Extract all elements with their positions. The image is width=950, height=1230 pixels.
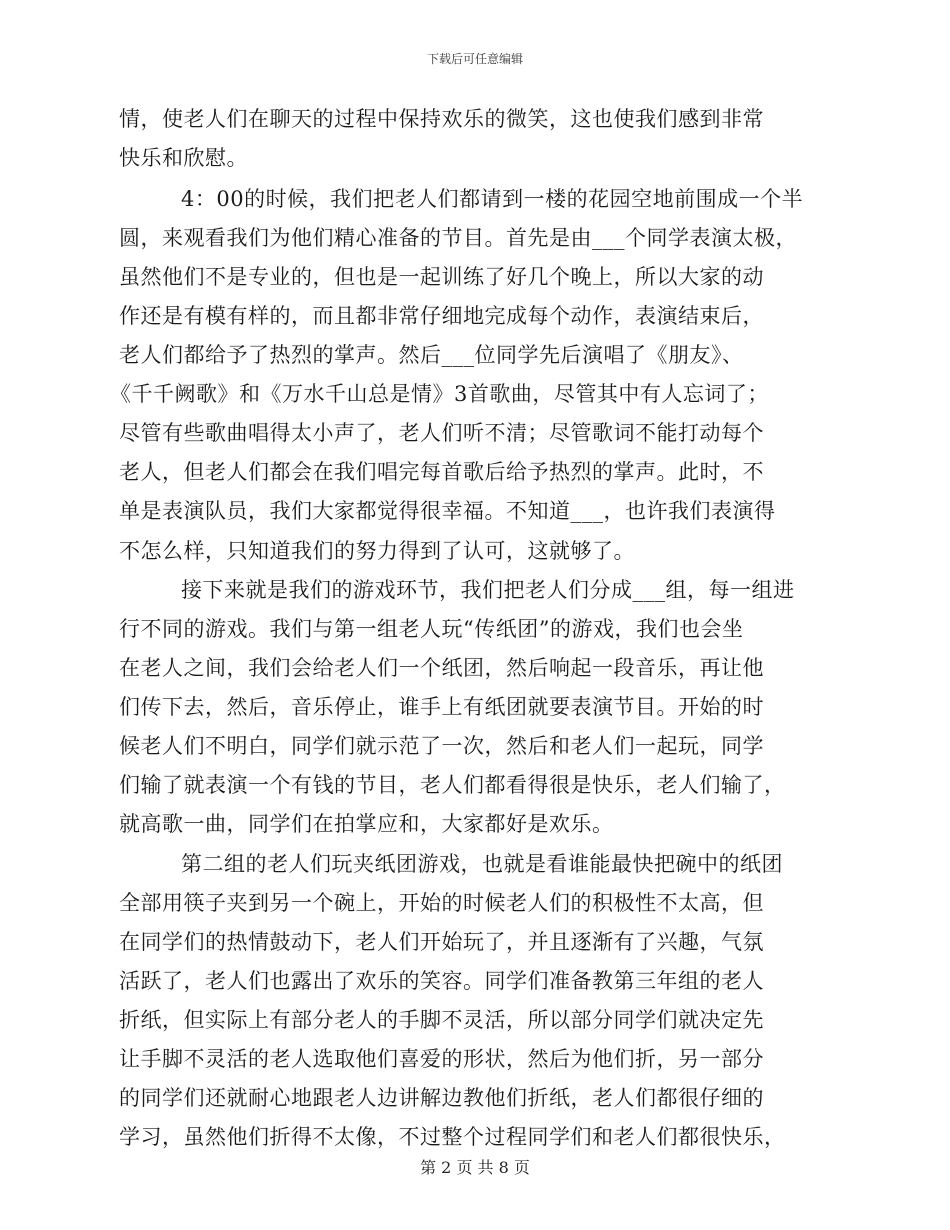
text-line: 就高歌一曲，同学们在拍掌应和，大家都好是欢乐。	[119, 812, 614, 836]
text-line: 折纸，但实际上有部分老人的手脚不灵活，所以部分同学们就决定先	[119, 1008, 764, 1032]
text-line: 行不同的游戏。我们与第一组老人玩“传纸团”的游戏，我们也会坐	[119, 617, 744, 641]
text-line: 不怎么样，只知道我们的努力得到了认可，这就够了。	[119, 539, 635, 563]
text-line: 全部用筷子夹到另一个碗上，开始的时候老人们的积极性不太高，但	[119, 891, 764, 915]
text-line: 学习，虽然他们折得不太像，不过整个过程同学们和老人们都很快乐，	[119, 1125, 786, 1149]
text-line: 第二组的老人们玩夹纸团游戏，也就是看谁能最快把碗中的纸团	[181, 852, 783, 876]
text-line: 在老人之间，我们会给老人们一个纸团，然后响起一段音乐，再让他	[119, 656, 764, 680]
text-line: 4：00的时候，我们把老人们都请到一楼的花园空地前围成一个半	[181, 187, 804, 211]
page-header: 下载后可任意编辑	[426, 52, 523, 66]
text-line: 情，使老人们在聊天的过程中保持欢乐的微笑，这也使我们感到非常	[119, 107, 764, 131]
text-line: 候老人们不明白，同学们就示范了一次，然后和老人们一起玩，同学	[119, 734, 764, 758]
text-line: 单是表演队员，我们大家都觉得很幸福。不知道___，也许我们表演得	[119, 499, 776, 523]
text-line: 快乐和欣慰。	[119, 146, 248, 170]
page-number: 第 2 页 共 8 页	[420, 1158, 530, 1177]
text-line: 让手脚不灵活的老人选取他们喜爱的形状，然后为他们折，另一部分	[119, 1047, 764, 1071]
text-line: 在同学们的热情鼓动下，老人们开始玩了，并且逐渐有了兴趣，气氛	[119, 930, 764, 954]
text-line: 的同学们还就耐心地跟老人边讲解边教他们折纸，老人们都很仔细的	[119, 1086, 764, 1110]
text-line: 《千千阙歌》和《万水千山总是情》3首歌曲，尽管其中有人忘词了；	[110, 382, 769, 406]
text-line: 尽管有些歌曲唱得太小声了，老人们听不清；尽管歌词不能打动每个	[119, 421, 764, 445]
text-line: 圆，来观看我们为他们精心准备的节目。首先是由___个同学表演太极，	[119, 226, 797, 250]
text-line: 接下来就是我们的游戏环节，我们把老人们分成___组，每一组进	[181, 578, 795, 602]
text-line: 作还是有模有样的，而且都非常仔细地完成每个动作，表演结束后，	[119, 304, 764, 328]
text-line: 老人，但老人们都会在我们唱完每首歌后给予热烈的掌声。此时，不	[119, 460, 764, 484]
text-line: 老人们都给予了热烈的掌声。然后___位同学先后演唱了《朋友》、	[119, 343, 744, 367]
text-line: 们输了就表演一个有钱的节目，老人们都看得很是快乐，老人们输了，	[119, 773, 786, 797]
text-line: 们传下去，然后，音乐停止，谁手上有纸团就要表演节目。开始的时	[119, 695, 764, 719]
text-line: 虽然他们不是专业的，但也是一起训练了好几个晚上，所以大家的动	[119, 265, 764, 289]
text-line: 活跃了，老人们也露出了欢乐的笑容。同学们准备教第三年组的老人	[119, 969, 764, 993]
